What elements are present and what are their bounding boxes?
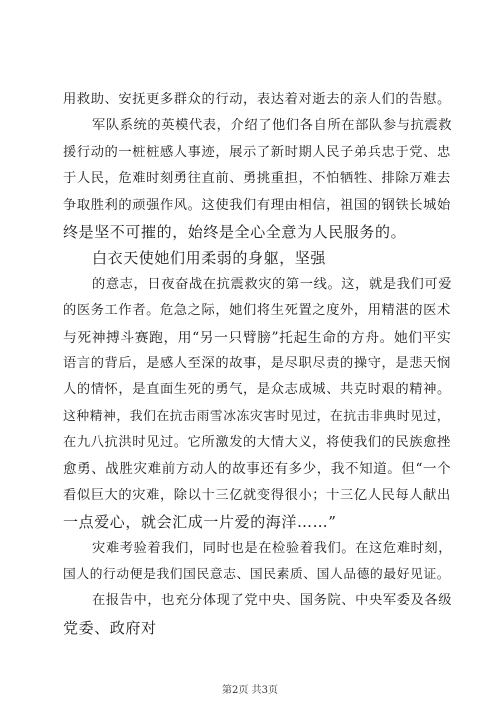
text-line: 的医务工作者。危急之际，她们将生死置之度外，用精湛的医术 — [63, 303, 451, 319]
text-line: 争取胜利的顽强作风。这使我们有理由相信，祖国的钢铁长城始 — [63, 197, 451, 213]
text-line: 国人的行动便是我们国民意志、国民素质、国人品德的最好见证。 — [63, 567, 451, 583]
text-line: 一点爱心，就会汇成一片爱的海洋……” — [63, 513, 337, 532]
text-line: 愈勇、战胜灾难前方动人的故事还有多少，我不知道。但“一个 — [63, 461, 452, 478]
page-footer: 第2页 共3页 — [222, 685, 278, 696]
text-line: 在九八抗洪时见过。它所激发的大情大义，将使我们的民族愈挫 — [63, 435, 451, 451]
text-line: 与死神搏斗赛跑，用“另一只臂膀”托起生命的方舟。她们平实 — [63, 329, 452, 346]
text-line: 援行动的一桩桩感人事迹，展示了新时期人民子弟兵忠于党、忠 — [63, 144, 451, 160]
text-line: 终是坚不可摧的，始终是全心全意为人民服务的。 — [63, 222, 407, 241]
document-body — [63, 87, 453, 641]
text-line: 语言的背后，是感人至深的故事，是尽职尽责的操守，是悲天悯 — [63, 355, 451, 371]
text-line: 的意志，日夜奋战在抗震救灾的第一线。这，就是我们可爱 — [92, 276, 453, 292]
text-line: 于人民，危难时刻勇往直前、勇挑重担，不怕牺牲、排除万难去 — [63, 171, 451, 187]
text-line: 看似巨大的灾难，除以十三亿就变得很小；十三亿人民每人献出 — [63, 487, 451, 503]
text-line: 在报告中，也充分体现了党中央、国务院、中央军委及各级 — [92, 593, 453, 609]
text-line: 白衣天使她们用柔弱的身躯，坚强 — [92, 249, 327, 268]
text-line: 用救助、安抚更多群众的行动，表达着对逝去的亲人们的告慰。 — [63, 92, 451, 107]
text-line: 军队系统的英模代表，介绍了他们各自所在部队参与抗震救 — [92, 118, 453, 134]
text-line: 这种精神，我们在抗击雨雪冰冻灾害时见过，在抗击非典时见过， — [63, 408, 451, 424]
text-line: 党委、政府对 — [63, 618, 157, 637]
text-line: 灾难考验着我们，同时也是在检验着我们。在这危难时刻， — [92, 540, 453, 556]
text-line: 人的情怀，是直面生死的勇气，是众志成城、共克时艰的精神。 — [63, 382, 451, 398]
